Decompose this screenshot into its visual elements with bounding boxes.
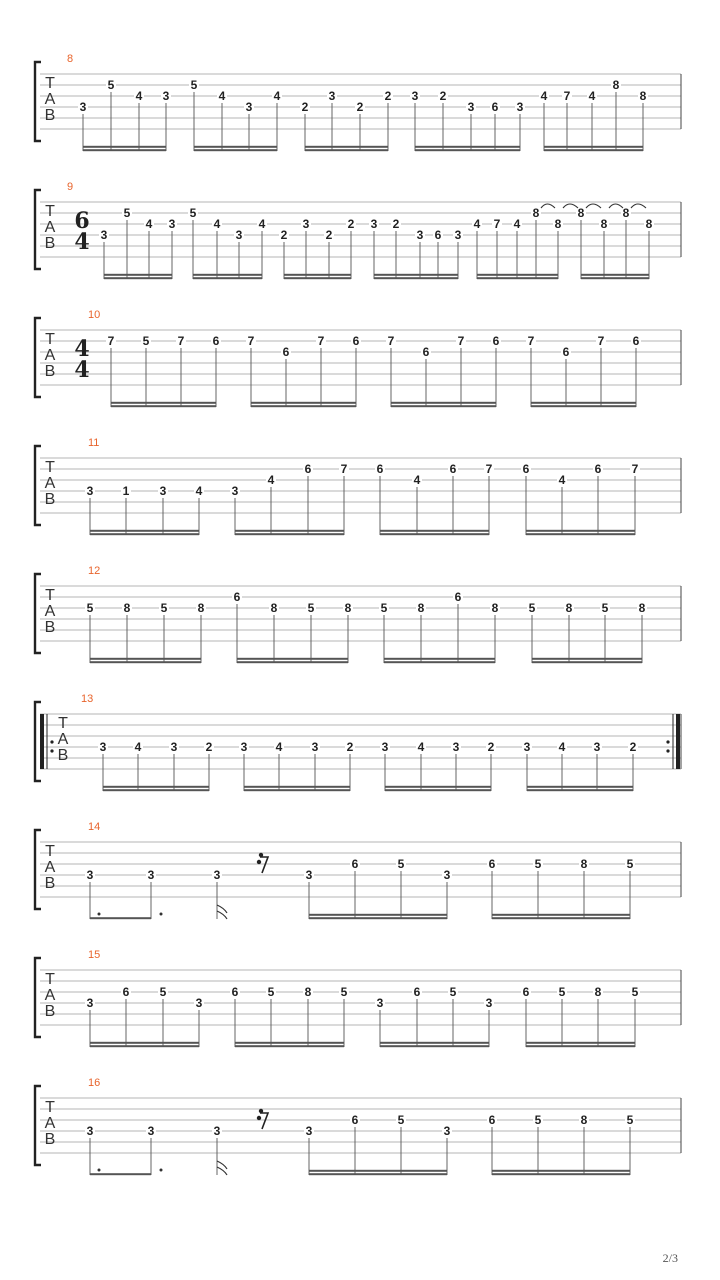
fret-number: 5	[189, 206, 197, 220]
fret-number: 3	[302, 217, 310, 231]
tab-clef-letter: T	[45, 843, 55, 860]
fret-number: 2	[392, 217, 400, 231]
tab-clef-letter: A	[44, 347, 56, 364]
fret-number: 7	[457, 334, 465, 348]
fret-number: 3	[195, 996, 203, 1010]
measure-number: 16	[88, 1077, 101, 1089]
fret-number: 3	[213, 1124, 221, 1138]
tab-clef-letter: A	[44, 987, 56, 1004]
fret-number: 3	[99, 740, 107, 754]
fret-number: 5	[626, 1113, 634, 1127]
beam	[237, 661, 348, 663]
tab-clef-letter: B	[44, 491, 56, 508]
rest-flag-dot	[257, 860, 261, 864]
fret-number: 8	[645, 217, 653, 231]
beam	[532, 661, 642, 663]
measure-number: 10	[88, 309, 101, 321]
beam	[309, 917, 447, 919]
fret-number: 8	[639, 89, 647, 103]
tab-clef-letter: B	[44, 619, 56, 636]
tab-system-14	[35, 821, 681, 919]
beam	[90, 661, 201, 663]
beam	[90, 658, 201, 660]
fret-number: 3	[311, 740, 319, 754]
beam	[492, 917, 630, 919]
fret-number: 6	[562, 345, 570, 359]
time-signature-bottom: 4	[74, 357, 90, 383]
beam	[83, 146, 166, 148]
beam	[309, 1173, 447, 1175]
tab-clef-letter: B	[44, 875, 56, 892]
fret-number: 5	[267, 985, 275, 999]
beam	[235, 1045, 344, 1047]
fret-number: 3	[376, 996, 384, 1010]
beam	[111, 402, 216, 404]
fret-number: 3	[86, 868, 94, 882]
beam	[103, 789, 209, 791]
fret-number: 8	[600, 217, 608, 231]
beam	[581, 274, 649, 276]
fret-number: 7	[177, 334, 185, 348]
fret-number: 4	[267, 473, 275, 487]
fret-number: 3	[593, 740, 601, 754]
fret-number: 2	[487, 740, 495, 754]
tab-clef-letter: T	[45, 331, 55, 348]
fret-number: 4	[513, 217, 521, 231]
fret-number: 5	[86, 601, 94, 615]
fret-number: 3	[443, 1124, 451, 1138]
fret-number: 8	[532, 206, 540, 220]
fret-number: 6	[304, 462, 312, 476]
fret-number: 6	[522, 985, 530, 999]
beam	[251, 402, 356, 404]
tab-system-9	[35, 181, 681, 279]
fret-number: 4	[213, 217, 221, 231]
beam	[492, 1170, 630, 1172]
measure-number: 13	[81, 693, 94, 705]
tab-clef-letter: T	[45, 75, 55, 92]
beam	[90, 1045, 199, 1047]
beam	[374, 277, 458, 279]
fret-number: 6	[351, 857, 359, 871]
fret-number: 2	[356, 100, 364, 114]
fret-number: 3	[213, 868, 221, 882]
fret-number: 5	[626, 857, 634, 871]
fret-number: 4	[540, 89, 548, 103]
fret-number: 5	[307, 601, 315, 615]
beam	[103, 786, 209, 788]
fret-number: 7	[631, 462, 639, 476]
beam	[284, 277, 351, 279]
fret-number: 4	[135, 89, 143, 103]
fret-number: 3	[159, 484, 167, 498]
fret-number: 7	[493, 217, 501, 231]
tab-clef-letter: B	[44, 1003, 56, 1020]
repeat-dot	[50, 740, 53, 743]
fret-number: 8	[123, 601, 131, 615]
tab-system-16	[35, 1077, 681, 1175]
note-flag	[217, 1161, 227, 1175]
tab-clef-letter: B	[44, 363, 56, 380]
page-number: 2/3	[662, 1251, 678, 1265]
beam	[384, 661, 495, 663]
tab-clef-letter: A	[44, 475, 56, 492]
repeat-end-thick-bar	[676, 714, 680, 769]
rest-flag-dot	[259, 1109, 263, 1113]
measure-number: 8	[67, 53, 74, 65]
tab-clef-letter: T	[58, 715, 68, 732]
fret-number: 3	[147, 1124, 155, 1138]
fret-number: 8	[594, 985, 602, 999]
fret-number: 7	[387, 334, 395, 348]
tab-clef-letter: A	[44, 859, 56, 876]
fret-number: 3	[452, 740, 460, 754]
tie-arc	[609, 204, 623, 208]
repeat-dot	[666, 740, 669, 743]
fret-number: 8	[491, 601, 499, 615]
tab-clef-letter: B	[44, 107, 56, 124]
fret-number: 3	[516, 100, 524, 114]
tab-clef-letter: B	[44, 1131, 56, 1148]
fret-number: 4	[145, 217, 153, 231]
tab-clef-letter: T	[45, 587, 55, 604]
tab-system-10	[35, 309, 681, 407]
fret-number: 2	[301, 100, 309, 114]
fret-number: 2	[205, 740, 213, 754]
fret-number: 8	[638, 601, 646, 615]
fret-number: 3	[86, 996, 94, 1010]
fret-number: 3	[328, 89, 336, 103]
fret-number: 8	[622, 206, 630, 220]
rhythm-dot	[160, 913, 163, 916]
beam	[305, 146, 388, 148]
repeat-dot	[50, 749, 53, 752]
tab-clef-letter: B	[57, 747, 69, 764]
fret-number: 6	[352, 334, 360, 348]
fret-number: 1	[122, 484, 130, 498]
fret-number: 8	[197, 601, 205, 615]
tab-clef-letter: A	[44, 603, 56, 620]
beam	[380, 530, 489, 532]
fret-number: 6	[492, 334, 500, 348]
fret-number: 2	[384, 89, 392, 103]
beam	[305, 149, 388, 151]
beam	[532, 658, 642, 660]
fret-number: 3	[240, 740, 248, 754]
fret-number: 4	[258, 217, 266, 231]
fret-number: 5	[160, 601, 168, 615]
fret-number: 5	[159, 985, 167, 999]
tie-arc	[631, 204, 646, 208]
beam	[104, 277, 172, 279]
fret-number: 7	[107, 334, 115, 348]
fret-number: 3	[523, 740, 531, 754]
fret-number: 2	[325, 228, 333, 242]
fret-number: 4	[473, 217, 481, 231]
beam	[492, 1173, 630, 1175]
fret-number: 7	[485, 462, 493, 476]
fret-number: 6	[491, 100, 499, 114]
fret-number: 6	[122, 985, 130, 999]
beam	[309, 1170, 447, 1172]
beam	[374, 274, 458, 276]
fret-number: 3	[411, 89, 419, 103]
fret-number: 2	[346, 740, 354, 754]
fret-number: 4	[558, 473, 566, 487]
fret-number: 5	[558, 985, 566, 999]
tab-system-12	[35, 565, 681, 663]
fret-number: 3	[100, 228, 108, 242]
sixteenth-rest-icon	[260, 1113, 268, 1129]
time-signature-bottom: 4	[74, 229, 90, 255]
fret-number: 4	[417, 740, 425, 754]
beam	[526, 530, 635, 532]
beam	[235, 1042, 344, 1044]
fret-number: 3	[245, 100, 253, 114]
fret-number: 6	[282, 345, 290, 359]
fret-number: 5	[123, 206, 131, 220]
fret-number: 8	[554, 217, 562, 231]
fret-number: 4	[558, 740, 566, 754]
tab-clef-letter: A	[44, 1115, 56, 1132]
fret-number: 8	[577, 206, 585, 220]
tab-system-15	[35, 949, 681, 1047]
beam	[391, 402, 496, 404]
tie-arc	[586, 204, 601, 208]
fret-number: 4	[413, 473, 421, 487]
fret-number: 8	[270, 601, 278, 615]
beam	[380, 1045, 489, 1047]
fret-number: 6	[413, 985, 421, 999]
fret-number: 3	[147, 868, 155, 882]
tab-clef-letter: A	[57, 731, 69, 748]
fret-number: 8	[565, 601, 573, 615]
beam	[90, 530, 199, 532]
tab-clef-letter: T	[45, 971, 55, 988]
beam	[492, 914, 630, 916]
beam	[244, 786, 350, 788]
fret-number: 6	[231, 985, 239, 999]
beam	[244, 789, 350, 791]
fret-number: 4	[195, 484, 203, 498]
rest-flag-dot	[257, 1116, 261, 1120]
beam	[90, 917, 151, 919]
beam	[194, 146, 277, 148]
fret-number: 6	[594, 462, 602, 476]
tab-clef-letter: A	[44, 219, 56, 236]
beam	[90, 1173, 151, 1175]
fret-number: 5	[190, 78, 198, 92]
fret-number: 3	[86, 484, 94, 498]
tab-system-8	[35, 53, 681, 151]
measure-number: 14	[88, 821, 101, 833]
beam	[380, 533, 489, 535]
fret-number: 4	[218, 89, 226, 103]
fret-number: 3	[79, 100, 87, 114]
beam	[193, 277, 262, 279]
beam	[415, 146, 520, 148]
note-flag	[217, 905, 227, 919]
beam	[477, 277, 558, 279]
beam	[309, 914, 447, 916]
tab-clef-letter: A	[44, 91, 56, 108]
tie-arc	[563, 204, 578, 208]
fret-number: 3	[86, 1124, 94, 1138]
fret-number: 2	[629, 740, 637, 754]
beam	[527, 786, 633, 788]
fret-number: 8	[417, 601, 425, 615]
fret-number: 7	[340, 462, 348, 476]
fret-number: 8	[580, 1113, 588, 1127]
beam	[391, 405, 496, 407]
fret-number: 6	[212, 334, 220, 348]
tab-clef-letter: T	[45, 459, 55, 476]
tab-clef-letter: T	[45, 203, 55, 220]
fret-number: 3	[485, 996, 493, 1010]
fret-number: 6	[376, 462, 384, 476]
beam	[531, 402, 636, 404]
beam	[385, 789, 491, 791]
fret-number: 5	[534, 857, 542, 871]
beam	[104, 274, 172, 276]
fret-number: 7	[597, 334, 605, 348]
tab-system-13	[35, 693, 681, 791]
fret-number: 3	[416, 228, 424, 242]
fret-number: 6	[233, 590, 241, 604]
fret-number: 4	[588, 89, 596, 103]
beam	[384, 658, 495, 660]
time-signature-top: 6	[74, 208, 90, 234]
fret-number: 3	[370, 217, 378, 231]
beam	[235, 530, 344, 532]
fret-number: 6	[351, 1113, 359, 1127]
beam	[581, 277, 649, 279]
fret-number: 3	[162, 89, 170, 103]
fret-number: 5	[601, 601, 609, 615]
beam	[526, 1042, 635, 1044]
fret-number: 5	[107, 78, 115, 92]
rhythm-dot	[98, 1169, 101, 1172]
fret-number: 3	[305, 868, 313, 882]
fret-number: 2	[347, 217, 355, 231]
fret-number: 6	[632, 334, 640, 348]
beam	[193, 274, 262, 276]
rest-flag-dot	[259, 853, 263, 857]
tab-clef-letter: B	[44, 235, 56, 252]
beam	[544, 149, 643, 151]
fret-number: 2	[439, 89, 447, 103]
fret-number: 6	[488, 857, 496, 871]
beam	[385, 786, 491, 788]
fret-number: 7	[247, 334, 255, 348]
fret-number: 5	[449, 985, 457, 999]
beam	[415, 149, 520, 151]
fret-number: 3	[467, 100, 475, 114]
beam	[544, 146, 643, 148]
fret-number: 5	[631, 985, 639, 999]
fret-number: 6	[522, 462, 530, 476]
sixteenth-rest-icon	[260, 857, 268, 873]
beam	[526, 533, 635, 535]
beam	[477, 274, 558, 276]
fret-number: 8	[344, 601, 352, 615]
fret-number: 6	[488, 1113, 496, 1127]
fret-number: 5	[340, 985, 348, 999]
fret-number: 5	[528, 601, 536, 615]
beam	[284, 274, 351, 276]
measure-number: 15	[88, 949, 101, 961]
fret-number: 7	[527, 334, 535, 348]
fret-number: 8	[580, 857, 588, 871]
beam	[531, 405, 636, 407]
fret-number: 3	[235, 228, 243, 242]
fret-number: 2	[280, 228, 288, 242]
time-signature-top: 4	[74, 336, 90, 362]
measure-number: 11	[88, 437, 100, 449]
beam	[111, 405, 216, 407]
repeat-dot	[666, 749, 669, 752]
beam	[235, 533, 344, 535]
beam	[526, 1045, 635, 1047]
fret-number: 7	[563, 89, 571, 103]
beam	[90, 533, 199, 535]
beam	[251, 405, 356, 407]
fret-number: 3	[231, 484, 239, 498]
rhythm-dot	[160, 1169, 163, 1172]
fret-number: 6	[434, 228, 442, 242]
fret-number: 4	[134, 740, 142, 754]
fret-number: 5	[534, 1113, 542, 1127]
beam	[194, 149, 277, 151]
beam	[237, 658, 348, 660]
fret-number: 3	[305, 1124, 313, 1138]
tab-clef-letter: T	[45, 1099, 55, 1116]
fret-number: 3	[170, 740, 178, 754]
fret-number: 5	[397, 1113, 405, 1127]
beam	[83, 149, 166, 151]
measure-number: 9	[67, 181, 74, 193]
fret-number: 5	[380, 601, 388, 615]
beam	[380, 1042, 489, 1044]
fret-number: 3	[443, 868, 451, 882]
tie-arc	[541, 204, 555, 208]
fret-number: 6	[449, 462, 457, 476]
fret-number: 7	[317, 334, 325, 348]
rhythm-dot	[98, 913, 101, 916]
fret-number: 6	[422, 345, 430, 359]
tab-system-11	[35, 437, 681, 535]
fret-number: 5	[397, 857, 405, 871]
repeat-start-thick-bar	[40, 714, 44, 769]
measure-number: 12	[88, 565, 101, 577]
beam	[527, 789, 633, 791]
fret-number: 3	[454, 228, 462, 242]
fret-number: 3	[168, 217, 176, 231]
fret-number: 8	[612, 78, 620, 92]
fret-number: 5	[142, 334, 150, 348]
fret-number: 3	[381, 740, 389, 754]
fret-number: 4	[275, 740, 283, 754]
fret-number: 4	[273, 89, 281, 103]
fret-number: 6	[454, 590, 462, 604]
beam	[90, 1042, 199, 1044]
fret-number: 8	[304, 985, 312, 999]
